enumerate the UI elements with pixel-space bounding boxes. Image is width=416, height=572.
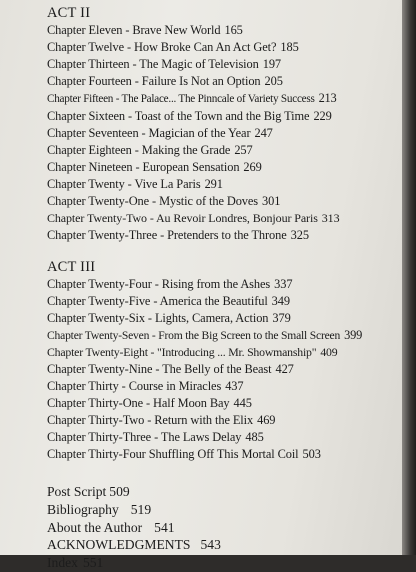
toc-entry-chapter-31 — [47, 395, 407, 412]
page-number: 301 — [262, 194, 281, 208]
act-iii-heading: ACT III — [47, 259, 96, 275]
toc-entry-chapter-22 — [47, 210, 407, 227]
chapter-title: Chapter Twenty-Seven - From the Big Screen to the Small Screen — [47, 329, 341, 342]
page-number: 205 — [264, 74, 283, 88]
page-number: 485 — [245, 430, 264, 444]
chapter-title: Chapter Fifteen - The Palace... The Pinncale of Variety Success — [47, 93, 315, 105]
chapter-title: Chapter Twenty-Eight - "Introducing ... Mr. Showmanship" — [47, 345, 317, 359]
page-number: 325 — [290, 228, 309, 242]
toc-entry-chapter-17 — [47, 125, 407, 142]
chapter-title: Chapter Nineteen - European Sensation — [47, 160, 240, 174]
section-spacer — [47, 244, 407, 258]
toc-entry-chapter-34 — [47, 446, 407, 463]
toc-entry-chapter-28 — [47, 344, 407, 361]
back-matter-title: Index — [47, 555, 78, 571]
page-number: 551 — [82, 555, 104, 571]
chapter-title: Chapter Thirteen - The Magic of Television — [47, 57, 259, 71]
toc-entry-chapter-32 — [47, 412, 407, 429]
back-matter-title: ACKNOWLEDGMENTS — [47, 537, 191, 553]
toc-entry-chapter-23 — [47, 227, 407, 244]
page-number: 349 — [271, 294, 290, 308]
chapter-title: Chapter Twenty-One - Mystic of the Doves — [47, 194, 259, 208]
back-matter-title: About the Author — [47, 519, 143, 535]
toc-entry-bibliography — [47, 501, 407, 519]
page-number: 165 — [224, 23, 243, 37]
page-number: 427 — [275, 362, 294, 376]
page-number: 469 — [257, 413, 276, 427]
toc-entry-chapter-19 — [47, 159, 407, 176]
section-spacer — [47, 463, 407, 483]
page-number: 445 — [233, 396, 252, 410]
page-number: 229 — [313, 109, 332, 123]
back-matter-title: Bibliography — [47, 501, 119, 517]
chapter-title: Chapter Seventeen - Magician of the Year — [47, 126, 251, 140]
toc-entry-chapter-13 — [47, 56, 407, 73]
chapter-title: Chapter Twenty-Two - Au Revoir Londres, Bonjour Paris — [47, 211, 318, 225]
page-number: 269 — [243, 160, 262, 174]
page-number: 503 — [302, 447, 321, 461]
toc-entry-chapter-33 — [47, 429, 407, 446]
page-number: 519 — [130, 501, 152, 517]
toc-entry-chapter-21 — [47, 193, 407, 210]
toc-entry-chapter-15 — [47, 90, 407, 108]
toc-entry-chapter-29 — [47, 361, 407, 378]
toc-entry-post-script — [47, 483, 407, 501]
toc-entry-about-the-author — [47, 519, 407, 537]
chapter-title: Chapter Thirty - Course in Miracles — [47, 379, 222, 393]
page-number: 541 — [154, 519, 175, 535]
toc-entry-chapter-12 — [47, 39, 407, 56]
act-ii-heading: ACT II — [47, 5, 91, 21]
toc-entry-chapter-18 — [47, 142, 407, 159]
page-number: 509 — [109, 484, 130, 499]
chapter-title: Chapter Eleven - Brave New World — [47, 23, 221, 37]
chapter-title: Chapter Eighteen - Making the Grade — [47, 143, 231, 157]
page-number: 543 — [200, 537, 221, 553]
back-matter-title: Post Script — [47, 484, 107, 499]
chapter-title: Chapter Thirty-Four Shuffling Off This Mortal Coil — [47, 447, 299, 461]
table-of-contents — [47, 4, 407, 572]
page-number: 185 — [280, 40, 299, 54]
toc-entry-acknowledgments — [47, 536, 407, 554]
chapter-title: Chapter Twenty-Three - Pretenders to the Throne — [47, 228, 287, 242]
chapter-title: Chapter Twenty - Vive La Paris — [47, 177, 201, 191]
toc-entry-chapter-16 — [47, 108, 407, 125]
toc-entry-chapter-25 — [47, 293, 407, 310]
chapter-title: Chapter Sixteen - Toast of the Town and the Big Time — [47, 109, 310, 123]
page-number: 197 — [262, 57, 282, 71]
toc-entry-chapter-11 — [47, 22, 407, 39]
page-number: 409 — [320, 345, 338, 359]
page-number: 313 — [321, 211, 340, 225]
toc-entry-chapter-14 — [47, 73, 407, 90]
chapter-title: Chapter Fourteen - Failure Is Not an Option — [47, 74, 261, 88]
toc-entry-chapter-24 — [47, 276, 407, 293]
chapter-title: Chapter Twenty-Nine - The Belly of the Beast — [47, 362, 272, 376]
toc-entry-chapter-27 — [47, 327, 407, 344]
chapter-title: Chapter Twenty-Six - Lights, Camera, Action — [47, 311, 269, 325]
toc-entry-chapter-20 — [47, 176, 407, 193]
chapter-title: Chapter Twelve - How Broke Can An Act Get? — [47, 40, 277, 54]
page-number: 257 — [234, 143, 253, 157]
page-number: 379 — [272, 311, 291, 325]
toc-entry-index — [47, 554, 407, 572]
chapter-title: Chapter Twenty-Five - America the Beautiful — [47, 294, 268, 308]
chapter-title: Chapter Thirty-Three - The Laws Delay — [47, 430, 242, 444]
page-number: 213 — [318, 91, 337, 105]
chapter-title: Chapter Twenty-Four - Rising from the Ashes — [47, 277, 271, 291]
toc-entry-chapter-26 — [47, 310, 407, 327]
page-number: 291 — [204, 177, 223, 191]
page-number: 247 — [254, 126, 273, 140]
page-number: 399 — [344, 328, 363, 342]
toc-entry-chapter-30 — [47, 378, 407, 395]
page-number: 337 — [274, 277, 293, 291]
chapter-title: Chapter Thirty-Two - Return with the Elix — [47, 413, 254, 427]
page-edge-shadow — [402, 0, 416, 555]
page-number: 437 — [225, 379, 244, 393]
chapter-title: Chapter Thirty-One - Half Moon Bay — [47, 396, 230, 410]
